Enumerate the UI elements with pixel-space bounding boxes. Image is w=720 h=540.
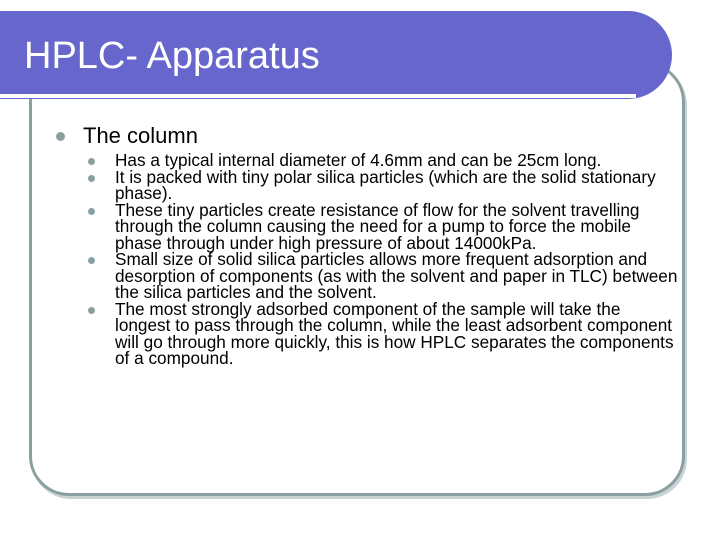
bullet-dot-icon	[88, 175, 95, 182]
list-item	[88, 199, 678, 253]
sub-bullet-text: These tiny particles create resistance of flow for the solvent travelling through the column causing the need for a pump to force the mobile phase through under high pressure of about 14000kPa.	[115, 199, 640, 253]
bullet-dot-icon	[88, 307, 95, 314]
bullet-dot-icon	[88, 208, 95, 215]
main-bullet-text: The column	[83, 123, 198, 148]
title-divider	[0, 94, 636, 98]
list-item	[88, 251, 678, 301]
bullet-dot-icon	[88, 257, 95, 264]
sub-bullet-text: Small size of solid silica particles allows more frequent adsorption and desorption of components (as with the solvent and paper in TLC) between the silica particles and the solvent.	[115, 249, 678, 302]
slide-title: HPLC- Apparatus	[24, 35, 320, 77]
bullet-dot-icon	[56, 132, 65, 141]
sub-bullet-text: Has a typical internal diameter of 4.6mm and can be 25cm long.	[115, 150, 602, 170]
list-item	[88, 166, 678, 203]
sub-bullet-text: The most strongly adsorbed component of the sample will take the longest to pass through the column, while the least adsorbent component will go through more quickly, this is how HPLC separates the components of a compound.	[115, 298, 674, 368]
bullet-dot-icon	[88, 158, 95, 165]
sub-bullet-text: It is packed with tiny polar silica particles (which are the solid stationary phase).	[115, 166, 656, 203]
sub-bullet-list	[88, 152, 678, 367]
list-item	[88, 298, 678, 368]
